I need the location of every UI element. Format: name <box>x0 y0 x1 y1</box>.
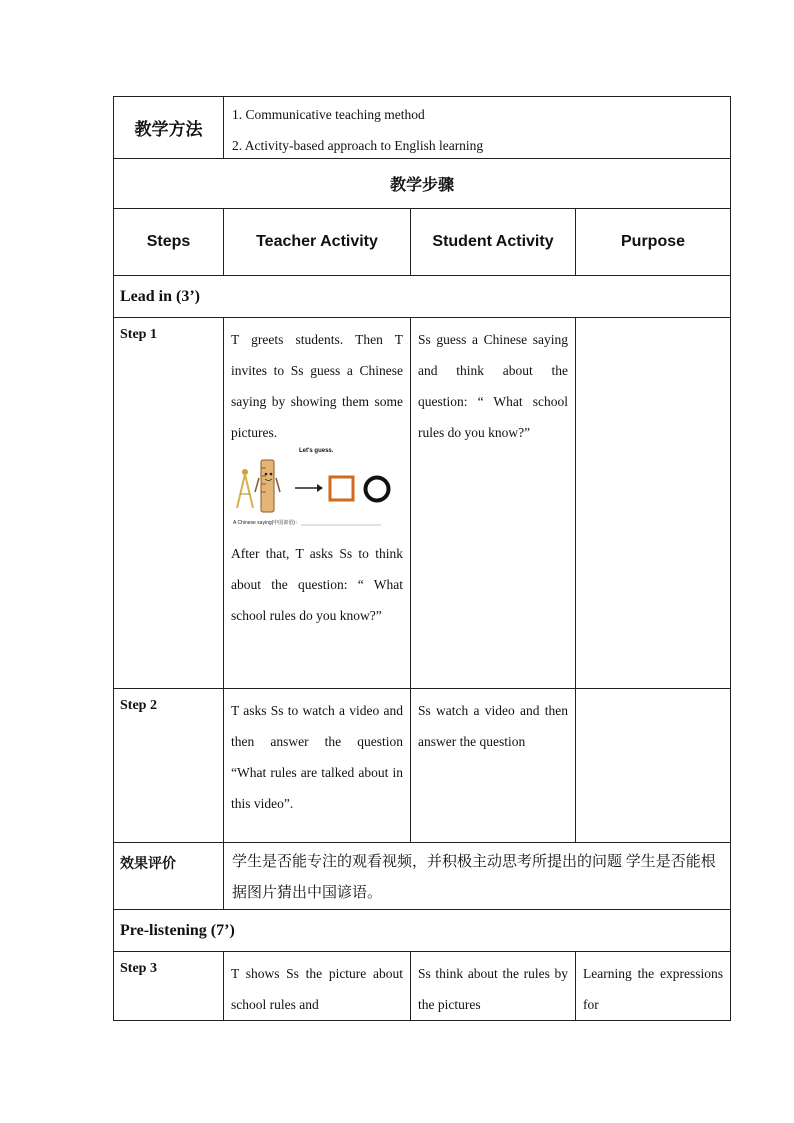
column-header-row <box>114 209 731 276</box>
step-1-purpose <box>576 318 731 689</box>
evaluation-row <box>114 843 731 910</box>
phase-pre-listening: Pre-listening (7’) <box>114 910 731 952</box>
step-2-teacher-text: T asks Ss to watch a video and then answer the question “What rules are talked about in this video”. <box>231 703 403 811</box>
column-header-teacher: Teacher Activity <box>224 209 411 276</box>
step-1-student-text: Ss guess a Chinese saying and think about the question: “ What school rules do you know?” <box>418 332 568 440</box>
evaluation-text: 学生是否能专注的观看视频，并积极主动思考所提出的问题 学生是否能根据图片猜出中国谚语。 <box>224 843 731 910</box>
phase-row <box>114 276 731 318</box>
lesson-plan-table <box>113 96 731 1021</box>
step-row <box>114 689 731 843</box>
step-2-purpose <box>576 689 731 843</box>
methods-label: 教学方法 <box>114 97 224 159</box>
guess-picture <box>231 448 403 534</box>
step-3-teacher-activity <box>224 952 411 1021</box>
procedure-title-row <box>114 159 731 209</box>
compass-icon <box>237 469 253 508</box>
step-3-purpose-text: Learning the expressions for <box>583 966 724 1012</box>
step-1-label: Step 1 <box>114 318 224 689</box>
picture-caption-top: Let's guess. <box>299 448 334 454</box>
step-2-student-text: Ss watch a video and then answer the question <box>418 703 568 749</box>
evaluation-label: 效果评价 <box>114 843 224 910</box>
methods-row <box>114 97 731 159</box>
step-2-teacher-activity <box>224 689 411 843</box>
step-1-student-activity <box>411 318 576 689</box>
column-header-student: Student Activity <box>411 209 576 276</box>
step-3-student-activity <box>411 952 576 1021</box>
ruler-icon <box>255 460 280 512</box>
step-row <box>114 952 731 1021</box>
arrow-icon <box>295 484 323 492</box>
step-1-teacher-text-a: T greets students. Then T invites to Ss guess a Chinese saying by showing them some pictures. <box>231 332 403 440</box>
column-header-purpose: Purpose <box>576 209 731 276</box>
picture-caption-bottom: A Chinese saying(中国谚语)： <box>233 520 300 526</box>
step-3-student-text: Ss think about the rules by the pictures <box>418 966 568 1012</box>
step-1-teacher-text-b: After that, T asks Ss to think about the question: “ What school rules do you know?” <box>231 546 403 623</box>
method-item: 2. Activity-based approach to English learning <box>232 138 484 153</box>
step-3-label: Step 3 <box>114 952 224 1021</box>
circle-icon <box>366 478 389 501</box>
square-icon <box>330 477 353 500</box>
column-header-steps: Steps <box>114 209 224 276</box>
procedure-title: 教学步骤 <box>114 159 731 209</box>
step-3-teacher-text: T shows Ss the picture about school rules and <box>231 966 403 1012</box>
step-row <box>114 318 731 689</box>
step-1-teacher-activity <box>224 318 411 689</box>
step-2-label: Step 2 <box>114 689 224 843</box>
phase-lead-in: Lead in (3’) <box>114 276 731 318</box>
method-item: 1. Communicative teaching method <box>232 107 425 122</box>
step-3-purpose <box>576 952 731 1021</box>
methods-list <box>224 97 731 159</box>
phase-row <box>114 910 731 952</box>
step-2-student-activity <box>411 689 576 843</box>
